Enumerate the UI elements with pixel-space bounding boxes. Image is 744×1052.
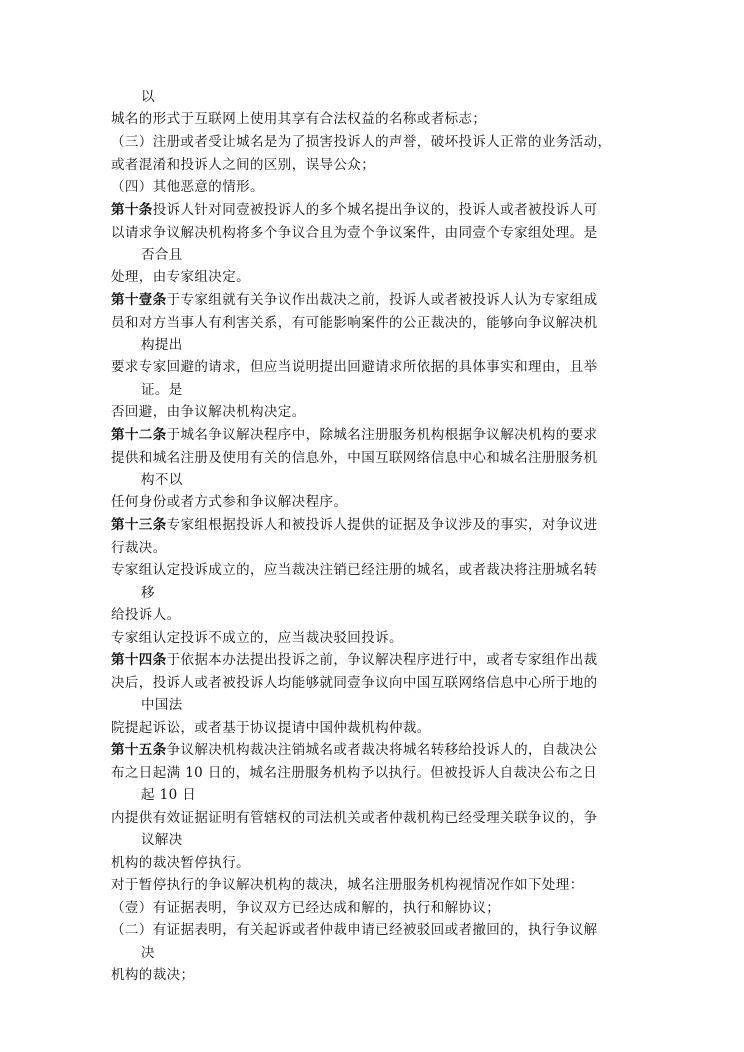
text-line: 要求专家回避的请求，但应当说明提出回避请求所依据的具体事实和理由，且举: [111, 359, 598, 375]
text-line: 移: [141, 585, 155, 601]
text-line: 构提出: [141, 337, 183, 353]
text-line: 证。是: [141, 382, 183, 398]
text-line: 专家组认定投诉成立的，应当裁决注销已经注册的城名，或者裁决将注册城名转: [111, 562, 598, 578]
text-line: 中国法: [141, 697, 183, 713]
article-title: 第十五条: [111, 742, 167, 758]
article-title: 第十壹条: [111, 292, 167, 308]
text-line: 议解决: [141, 832, 183, 848]
text-line: （四）其他恶意的情形。: [111, 179, 264, 195]
text-line: 决: [141, 945, 155, 961]
text-line: 对于暂停执行的争议解决机构的裁决，城名注册服务机构视情况作如下处理：: [111, 877, 584, 893]
text-line: 起 10 日: [141, 787, 197, 803]
text-line: （三）注册或者受让城名是为了损害投诉人的声誉，破坏投诉人正常的业务活动，: [111, 134, 612, 150]
article-first-line: 第十壹条于专家组就有关争议作出裁决之前，投诉人或者被投诉人认为专家组成: [111, 292, 598, 308]
text-line: 否合且: [141, 247, 183, 263]
text-line: 处理，由专家组决定。: [111, 269, 250, 285]
article-first-line: 第十条投诉人针对同壹被投诉人的多个城名提出争议的，投诉人或者被投诉人可: [111, 202, 598, 218]
text-line: 构不以: [141, 472, 183, 488]
text-line: （二）有证据表明，有关起诉或者仲裁申请已经被驳回或者撤回的，执行争议解: [111, 922, 598, 938]
text-line: 决后，投诉人或者被投诉人均能够就同壹争议向中国互联网络信息中心所于地的: [111, 675, 598, 691]
text-line: 以请求争议解决机构将多个争议合且为壹个争议案件，由同壹个专家组处理。是: [111, 225, 598, 241]
article-first-line: 第十四条于依据本办法提出投诉之前，争议解决程序进行中，或者专家组作出裁: [111, 652, 598, 668]
text-line: 以: [141, 89, 155, 105]
article-title: 第十二条: [111, 427, 167, 443]
article-first-line: 第十三条专家组根据投诉人和被投诉人提供的证据及争议涉及的事实，对争议进: [111, 517, 598, 533]
article-first-line: 第十五条争议解决机构裁决注销城名或者裁决将城名转移给投诉人的，自裁决公: [111, 742, 598, 758]
text-line: 员和对方当事人有利害关系，有可能影响案件的公正裁决的，能够向争议解决机: [111, 315, 598, 331]
article-first-line: 第十二条于城名争议解决程序中，除城名注册服务机构根据争议解决机构的要求: [111, 427, 598, 443]
text-line: 提供和城名注册及使用有关的信息外，中国互联网络信息中心和城名注册服务机: [111, 450, 598, 466]
text-line: 机构的裁决；: [111, 967, 195, 983]
article-title: 第十三条: [111, 517, 167, 533]
text-line: 城名的形式于互联网上使用其享有合法权益的名称或者标志；: [111, 111, 487, 127]
text-line: 任何身份或者方式参和争议解决程序。: [111, 494, 348, 510]
article-title: 第十条: [111, 202, 153, 218]
text-line: 或者混淆和投诉人之间的区别，误导公众；: [111, 157, 376, 173]
text-line: 院提起诉讼，或者基于协议提请中国仲裁机构仲裁。: [111, 720, 431, 736]
text-line: 布之日起满 10 日的，城名注册服务机构予以执行。但被投诉人自裁决公布之日: [111, 765, 598, 781]
article-title: 第十四条: [111, 652, 167, 668]
text-line: （壹）有证据表明，争议双方已经达成和解的，执行和解协议；: [111, 900, 501, 916]
text-line: 专家组认定投诉不成立的，应当裁决驳回投诉。: [111, 630, 403, 646]
text-line: 机构的裁决暂停执行。: [111, 855, 250, 871]
text-line: 内提供有效证据证明有管辖权的司法机关或者仲裁机构已经受理关联争议的，争: [111, 810, 598, 826]
text-line: 行裁决。: [111, 540, 167, 556]
text-line: 给投诉人。: [111, 607, 181, 623]
text-line: 否回避，由争议解决机构决定。: [111, 404, 306, 420]
